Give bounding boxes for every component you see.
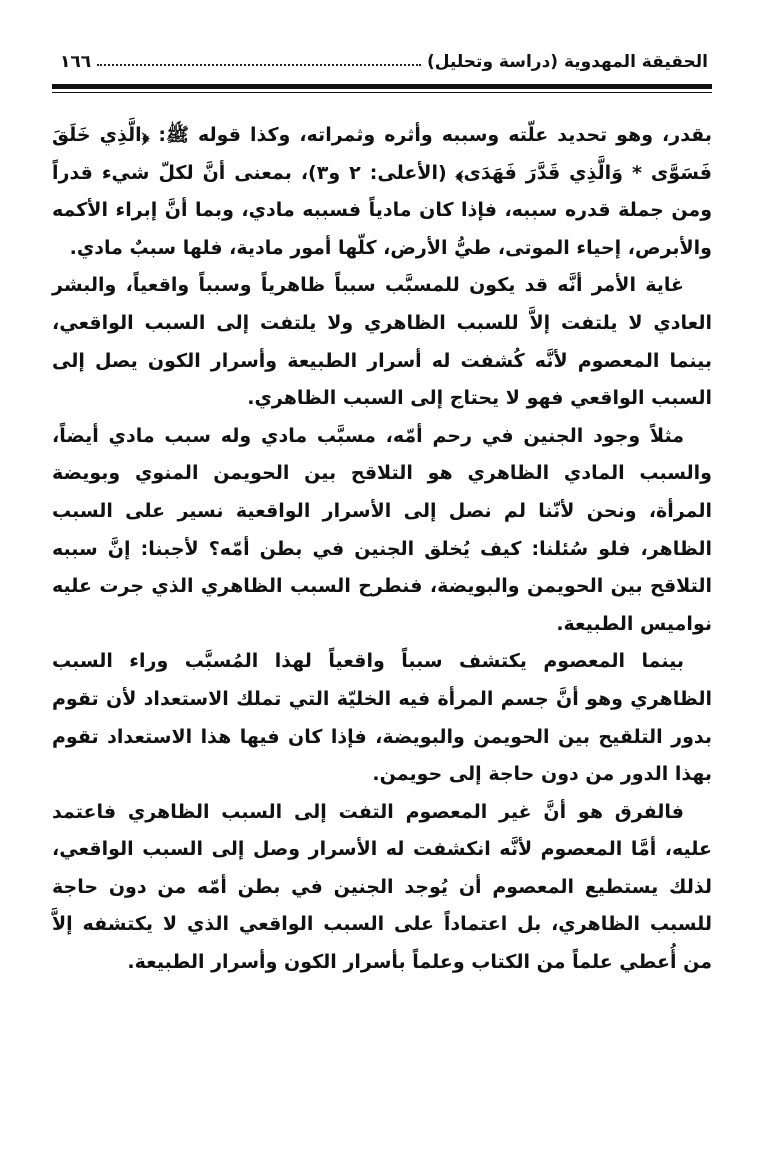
- paragraph-4: بينما المعصوم يكتشف سبباً واقعياً لهذا المُسبَّب وراء السبب الظاهري وهو أنَّ جسم المرأة فيه الخليّة التي تملك الاستعداد لأن تقوم بدور التلقيح بين الحويمن والبويضة، فإذا كان فيها هذا الاستعداد تقوم بهذا الدور من دون حاجة إلى حويمن.: [52, 650, 712, 786]
- quran-verse: ﴿الَّذِي خَلَقَ فَسَوَّى * وَالَّذِي قَدَّرَ فَهَدَى﴾: [52, 124, 712, 184]
- header-rule-thick: [52, 84, 712, 89]
- body-text: [52, 117, 712, 982]
- paragraph-3: مثلاً وجود الجنين في رحم أمّه، مسبَّب مادي وله سبب مادي أيضاً، والسبب المادي الظاهري هو التلاقح بين الحويمن المنوي وبويضة المرأة، ونحن لأنّنا لم نصل إلى الأسرار الواقعية نسير على السبب الظاهر، فلو سُئلنا: كيف يُخلق الجنين في بطن أمّه؟ لأجبنا: إنَّ سببه التلاقح بين الحويمن والبويضة، فنطرح السبب الظاهري الذي جرت عليه نواميس الطبيعة.: [52, 424, 712, 635]
- book-page: [52, 40, 712, 982]
- running-title: الحقيقة المهدوية (دراسة وتحليل): [426, 52, 708, 72]
- page-number: ١٦٦: [60, 52, 92, 72]
- paragraph-1-before: بقدر، وهو تحديد علّته وسببه وأثره وثمراته، وكذا قوله ﷺ:: [149, 124, 712, 146]
- header-rule-thin: [52, 92, 712, 93]
- paragraph-1: [52, 117, 712, 267]
- paragraph-1-after: (الأعلى: ٢ و٣)، بمعنى أنَّ لكلّ شيء قدراً ومن جملة قدره سببه، فإذا كان مادياً فسببه مادي، وبما أنَّ إبراء الأكمه والأبرص، إحياء الموتى، طيُّ الأرض، كلّها أمور مادية، فلها سببٌ مادي.: [52, 161, 712, 259]
- header-dot-leader: [97, 63, 421, 66]
- paragraph-2: غاية الأمر أنَّه قد يكون للمسبَّب سبباً ظاهرياً وسبباً واقعياً، والبشر العادي لا يلتفت إلاَّ للسبب الظاهري ولا يلتفت إلى السبب الواقعي، بينما المعصوم لأنَّه كُشفت له أسرار الطبيعة وأسرار الكون يصل إلى السبب الواقعي فهو لا يحتاج إلى السبب الظاهري.: [52, 274, 712, 410]
- running-header: [52, 40, 712, 72]
- paragraph-5: فالفرق هو أنَّ غير المعصوم التفت إلى السبب الظاهري فاعتمد عليه، أمَّا المعصوم لأنَّه انكشفت له الأسرار وصل إلى السبب الواقعي، لذلك يستطيع المعصوم أن يُوجد الجنين في بطن أمّه من دون حاجة للسبب الظاهري، بل اعتماداً على السبب الواقعي الذي لا يكتشفه إلاَّ من أُعطي علماً من الكتاب وعلماً بأسرار الكون وأسرار الطبيعة.: [52, 800, 712, 974]
